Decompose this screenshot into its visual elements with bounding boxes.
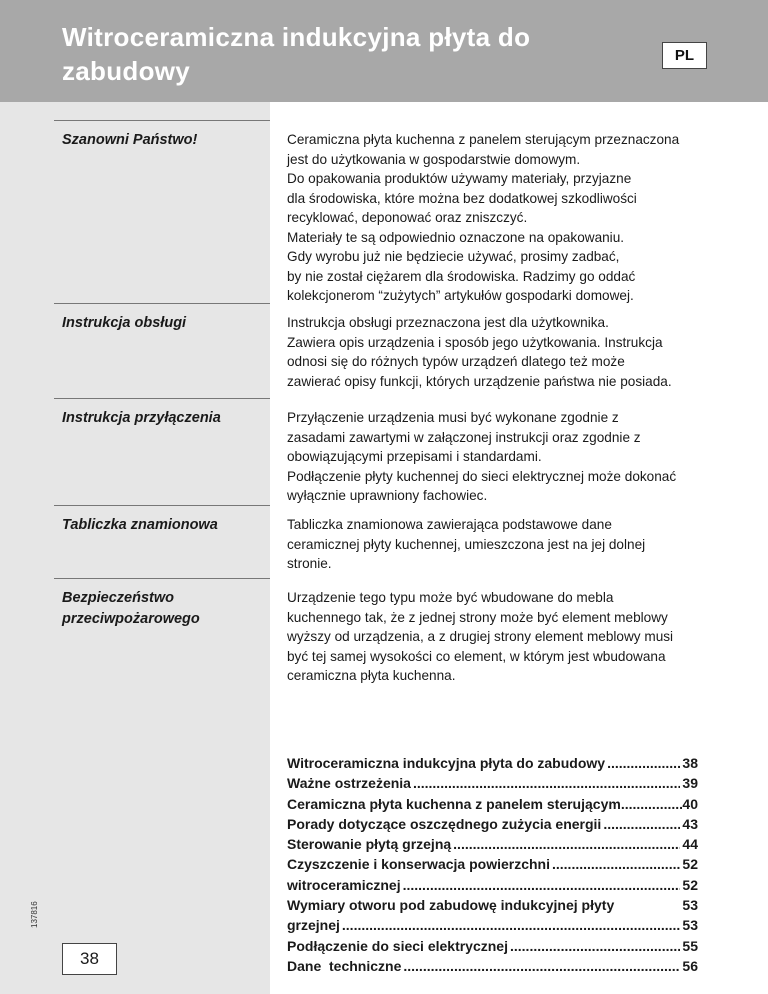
section-text — [287, 408, 757, 506]
toc-entry-page: 40 — [682, 795, 698, 812]
toc-entry-title: Sterowanie płytą grzejną — [287, 836, 452, 853]
section-text — [287, 313, 757, 391]
text-line: Do opakowania produktów używamy materiały, przyjazne — [287, 171, 632, 186]
section-label — [62, 408, 267, 429]
toc-leader-dots — [607, 755, 680, 771]
toc-entry[interactable] — [287, 958, 698, 978]
section-label-line: Instrukcja obsługi — [62, 315, 187, 331]
toc-entry-page: 56 — [682, 957, 698, 974]
text-line: Przyłączenie urządzenia musi być wykonane zgodnie z — [287, 410, 619, 425]
text-line: stronie. — [287, 556, 332, 571]
text-line: ceramiczna płyta kuchenna. — [287, 668, 456, 683]
toc-entry[interactable] — [287, 836, 698, 856]
text-line: kolekcjonerom “zużytych” artykułów gospodarki domowej. — [287, 288, 634, 303]
text-line: zawierać opisy funkcji, których urządzenie państwa nie posiada. — [287, 373, 672, 389]
toc-entry[interactable] — [287, 917, 698, 937]
text-line: Tabliczka znamionowa zawierająca podstawowe dane — [287, 517, 612, 532]
page-number-box: 38 — [62, 943, 117, 975]
toc-entry-title: Czyszczenie i konserwacja powierzchni — [287, 856, 550, 873]
text-line: Urządzenie tego typu może być wbudowane do mebla — [287, 590, 614, 605]
text-line: Podłączenie płyty kuchennej do sieci elektrycznej może dokonać — [287, 468, 677, 484]
text-line: obowiązującymi przepisami i standardami. — [287, 449, 542, 464]
text-line: być tej samej wysokości co element, w którym jest wbudowana — [287, 648, 666, 664]
section-label — [62, 313, 267, 334]
section-divider — [54, 578, 270, 579]
toc-entry-page: 53 — [682, 917, 698, 934]
toc-entry-page: 43 — [682, 815, 698, 832]
text-line: Instrukcja obsługi przeznaczona jest dla użytkownika. — [287, 315, 609, 330]
section-label — [62, 588, 267, 630]
text-line: wyższy od urządzenia, a z drugiej strony element meblowy musi — [287, 629, 674, 644]
section-label-line: Tabliczka znamionowa — [62, 517, 218, 533]
section-divider — [54, 398, 270, 399]
toc-leader-dots — [552, 856, 680, 872]
toc-entry[interactable] — [287, 897, 698, 917]
page-header — [0, 0, 768, 102]
text-line: odnosi się do różnych typów urządzeń dlatego też może — [287, 354, 625, 369]
toc-entry[interactable] — [287, 796, 698, 816]
language-badge: PL — [662, 42, 707, 69]
text-line: by nie został ciężarem dla środowiska. Radzimy go oddać — [287, 268, 636, 284]
section-divider — [54, 303, 270, 304]
left-column-band — [0, 102, 270, 994]
document-title-line-2: zabudowy — [62, 56, 191, 86]
toc-entry[interactable] — [287, 775, 698, 795]
toc-entry-page: 52 — [682, 876, 698, 893]
text-line: Gdy wyrobu już nie będziecie używać, prosimy zadbać, — [287, 249, 620, 264]
toc-entry-page: 55 — [682, 937, 698, 954]
text-line: recyklować, deponować oraz zniszczyć. — [287, 210, 528, 225]
toc-entry[interactable] — [287, 877, 698, 897]
section-text — [287, 130, 757, 306]
text-line: Zawiera opis urządzenia i sposób jego użytkowania. Instrukcja — [287, 334, 663, 350]
section-label-line: przeciwpożarowego — [62, 611, 200, 627]
section-divider — [54, 120, 270, 121]
text-line: ceramicznej płyty kuchennej, umieszczona jest na jej dolnej — [287, 536, 646, 552]
document-code: 137816 — [30, 901, 39, 929]
section-divider — [54, 505, 270, 506]
toc-entry-title: Witroceramiczna indukcyjna płyta do zabudowy — [287, 755, 606, 771]
toc-leader-dots — [603, 816, 680, 832]
section-label — [62, 515, 267, 536]
toc-entry-page: 52 — [682, 856, 698, 873]
toc-entry-title: grzejnej — [287, 917, 340, 934]
toc-leader-dots — [621, 796, 683, 812]
toc-entry-page: 38 — [682, 755, 698, 771]
text-line: Materiały te są odpowiednio oznaczone na opakowaniu. — [287, 229, 625, 245]
toc-entry-page: 44 — [682, 836, 698, 853]
toc-entry-title: Porady dotyczące oszczędnego zużycia energii — [287, 815, 602, 832]
section-label — [62, 130, 267, 151]
toc-leader-dots — [413, 775, 680, 791]
toc-entry-title: Dane techniczne — [287, 957, 402, 974]
text-line: wyłącznie uprawniony fachowiec. — [287, 488, 488, 503]
text-line: zasadami zawartymi w załączonej instrukcji oraz zgodnie z — [287, 429, 641, 445]
table-of-contents — [287, 755, 698, 978]
toc-entry-page: 53 — [682, 897, 698, 914]
section-label-line: Bezpieczeństwo — [62, 590, 174, 606]
text-line: Ceramiczna płyta kuchenna z panelem sterującym przeznaczona — [287, 132, 680, 147]
section-text — [287, 588, 757, 686]
toc-leader-dots — [342, 917, 681, 933]
toc-entry-title: Wymiary otworu pod zabudowę indukcyjnej płyty — [287, 897, 615, 914]
toc-entry-title: Ważne ostrzeżenia — [287, 775, 411, 792]
toc-entry[interactable] — [287, 938, 698, 958]
toc-entry-title: Ceramiczna płyta kuchenna z panelem sterującym — [287, 795, 621, 812]
text-line: jest do użytkowania w gospodarstwie domowym. — [287, 151, 581, 167]
toc-leader-dots — [403, 958, 680, 974]
toc-leader-dots — [403, 877, 681, 893]
toc-entry[interactable] — [287, 816, 698, 836]
toc-leader-dots — [510, 938, 680, 954]
toc-entry-title: witroceramicznej — [287, 876, 401, 893]
text-line: dla środowiska, które można bez dodatkowej szkodliwości — [287, 190, 637, 206]
text-line: kuchennego tak, że z jednej strony może być element meblowy — [287, 609, 668, 625]
toc-leader-dots — [453, 836, 680, 852]
document-title-line-1: Witroceramiczna indukcyjna płyta do — [62, 22, 531, 52]
toc-entry-page: 39 — [682, 775, 698, 792]
toc-entry-title: Podłączenie do sieci elektrycznej — [287, 937, 508, 954]
document-title — [62, 20, 622, 88]
toc-entry[interactable] — [287, 755, 698, 775]
toc-entry[interactable] — [287, 856, 698, 876]
section-text — [287, 515, 757, 574]
section-label-line: Instrukcja przyłączenia — [62, 410, 221, 426]
section-label-line: Szanowni Państwo! — [62, 132, 198, 148]
